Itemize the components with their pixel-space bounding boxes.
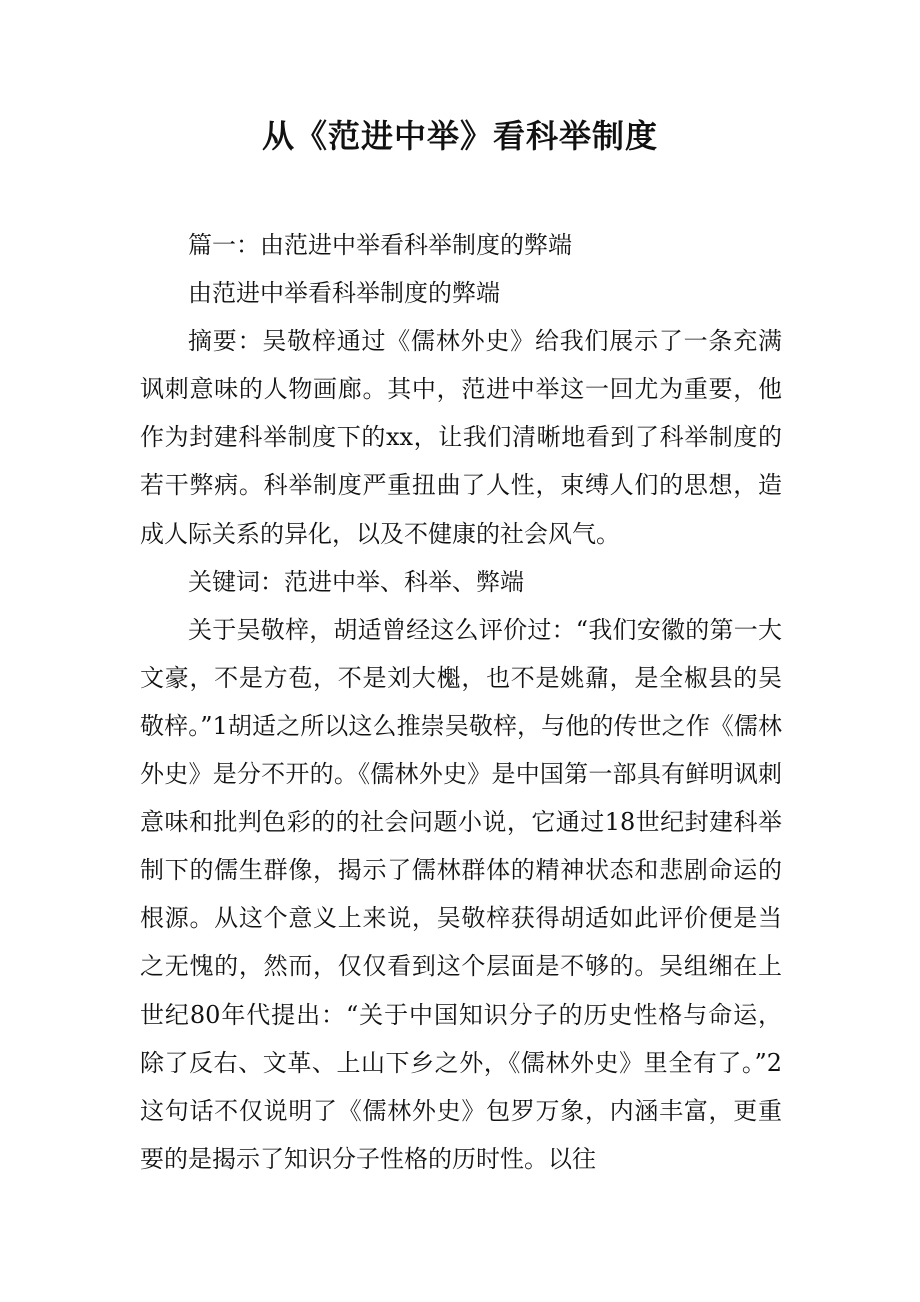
document-title: 从《范进中举》看科举制度	[261, 117, 658, 155]
keywords-paragraph: 关键词：范进中举、科举、弊端	[188, 567, 524, 596]
abstract-paragraph: 摘要：吴敬梓通过《儒林外史》给我们展示了一条充满讽刺意味的人物画廊。其中，范进中举这一回尤为重要，他作为封建科举制度下的xx，让我们清晰地看到了科举制度的若干弊病。科举制度严重扭曲了人性，束缚人们的思想，造成人际关系的异化，以及不健康的社会风气。	[140, 327, 782, 548]
body-paragraph: 关于吴敬梓，胡适曾经这么评价过：“我们安徽的第一大文豪，不是方苞，不是刘大櫆，也不是姚鼐，是全椒县的吴敬梓。”1胡适之所以这么推崇吴敬梓，与他的传世之作《儒林外史》是分不开的。《儒林外史》是中国第一部具有鲜明讽刺意味和批判色彩的的社会问题小说，它通过18世纪封建科举制下的儒生群像，揭示了儒林群体的精神状态和悲剧命运的根源。从这个意义上来说，吴敬梓获得胡适如此评价便是当之无愧的，然而，仅仅看到这个层面是不够的。吴组缃在上世纪80年代提出：“关于中国知识分子的历史性格与命运，除了反右、文革、上山下乡之外，《儒林外史》里全有了。”2这句话不仅说明了《儒林外史》包罗万象，内涵丰富，更重要的是揭示了知识分子性格的历时性。以往	[140, 615, 782, 1173]
document-body	[140, 221, 782, 1183]
article-title: 由范进中举看科举制度的弊端	[188, 279, 500, 308]
section-heading: 篇一：由范进中举看科举制度的弊端	[188, 231, 572, 259]
